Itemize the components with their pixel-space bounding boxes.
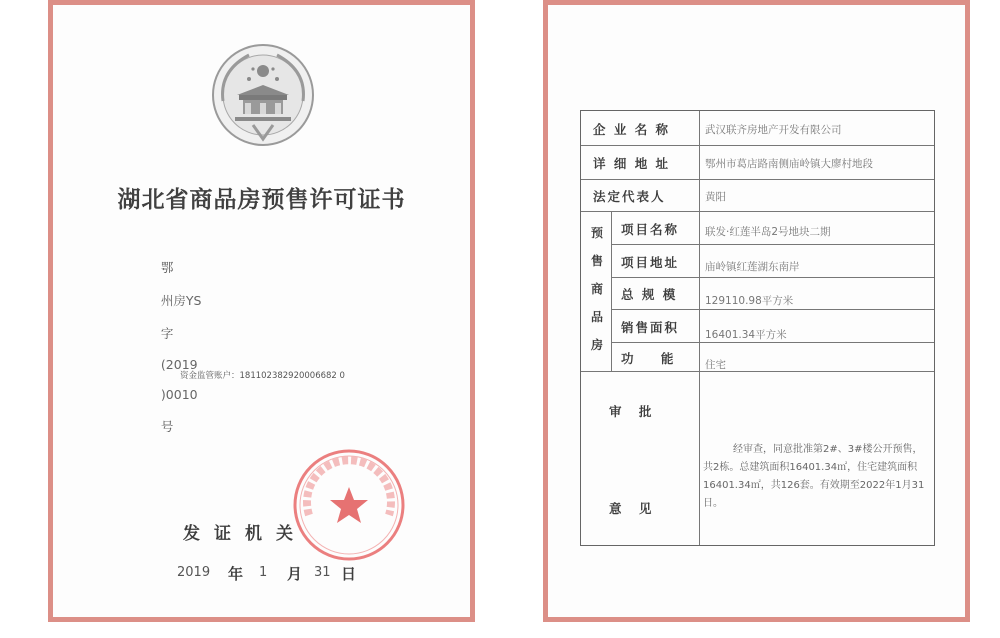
column-divider [699,371,700,545]
permit-details-table [580,110,935,546]
company-name-value: 武汉联齐房地产开发有限公司 [705,124,842,136]
row-divider [581,211,934,212]
row-divider [611,342,934,343]
approval-opinion: 经审查，同意批准第2#、3#楼公开预售，共2栋。总建筑面积16401.34㎡，住宅建筑面积16401.34㎡，共126套。有效期至2022年1月31日。 [703,444,925,509]
issue-day: 31 [314,565,331,580]
official-seal-icon [289,445,409,565]
presale-char: 售 [590,254,603,268]
project-name-value: 联发·红莲半岛2号地块二期 [705,226,831,238]
row-divider [581,371,934,372]
presale-char: 预 [590,226,603,240]
legal-rep-value: 黄阳 [705,191,726,203]
project-address-label: 项目地址 [621,255,680,270]
row-divider [581,145,934,146]
certificate-cover-page [48,0,475,622]
sales-area-value: 16401.34平方米 [705,329,787,341]
project-address-value: 庙岭镇红莲湖东南岸 [705,261,800,273]
row-divider [581,179,934,180]
project-name-label: 项目名称 [621,222,680,237]
month-unit: 月 [287,565,303,583]
total-scale-label: 总 规 模 [621,287,678,302]
number-year: (2019 [160,357,198,372]
approval-label-bottom: 意 见 [609,501,652,516]
function-label: 功 能 [621,351,676,366]
certificate-detail-page [543,0,970,622]
total-scale-value: 129110.98平方米 [705,295,794,307]
presale-group-label [584,223,610,355]
national-emblem-icon [209,41,317,149]
certificate-number [145,243,201,450]
company-name-label: 企 业 名 称 [593,122,671,137]
number-region: 州房YS [160,293,202,308]
escrow-account: 资金监管账户：181102382920006682 0 [180,371,345,381]
presale-char: 品 [590,310,603,324]
issuing-authority-label: 发证机关 [183,524,307,544]
sales-area-label: 销售面积 [621,320,680,335]
certificate-title: 湖北省商品房预售许可证书 [117,186,406,213]
legal-rep-label: 法定代表人 [593,189,666,204]
address-value: 鄂州市葛店路南侧庙岭镇大廖村地段 [705,158,873,170]
day-unit: 日 [341,565,357,583]
address-label: 详 细 地 址 [593,156,671,171]
row-divider [611,244,934,245]
presale-char: 商 [590,282,603,296]
presale-char: 房 [590,338,603,352]
issue-year: 2019 [177,565,211,580]
function-value: 住宅 [705,359,726,371]
row-divider [611,277,934,278]
number-hao: 号 [160,419,174,434]
issue-month: 1 [259,565,268,580]
number-zi: 字 [160,326,174,341]
number-prefix: 鄂 [160,260,174,275]
row-divider [611,309,934,310]
column-divider [699,111,700,371]
number-serial: )0010 [160,387,198,402]
column-divider [611,211,612,371]
year-unit: 年 [228,565,244,583]
approval-label-top: 审 批 [609,404,652,419]
